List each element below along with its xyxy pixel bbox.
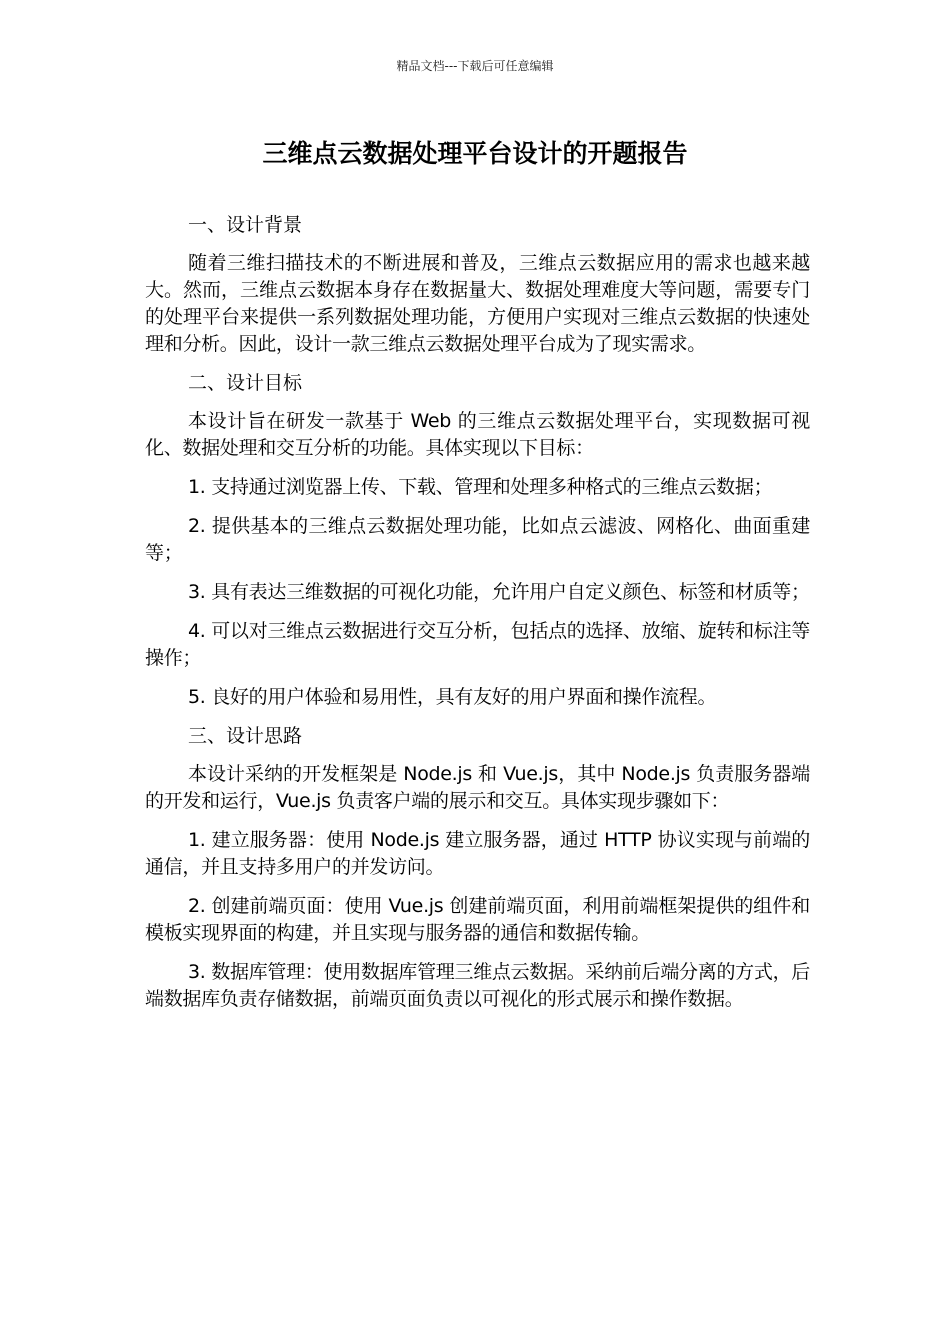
section-heading-goals: 二、设计目标	[188, 372, 303, 394]
goal-item-3: 3. 具有表达三维数据的可视化功能，允许用户自定义颜色、标签和材质等；	[188, 581, 810, 603]
paragraph-background: 随着三维扫描技术的不断进展和普及，三维点云数据应用的需求也越来越大。然而，三维点云数据本身存在数据量大、数据处理难度大等问题，需要专门的处理平台来提供一系列数据处理功能，方便用户实现对三维点云数据的快速处理和分析。因此，设计一款三维点云数据处理平台成为了现实需求。	[145, 252, 810, 355]
goal-item-1: 1. 支持通过浏览器上传、下载、管理和处理多种格式的三维点云数据；	[188, 476, 773, 498]
paragraph-approach-intro: 本设计采纳的开发框架是 Node.js 和 Vue.js，其中 Node.js 负责服务器端的开发和运行，Vue.js 负责客户端的展示和交互。具体实现步骤如下：	[145, 763, 810, 812]
goal-item-2: 2. 提供基本的三维点云数据处理功能，比如点云滤波、网格化、曲面重建等；	[145, 515, 810, 564]
approach-step-1: 1. 建立服务器：使用 Node.js 建立服务器，通过 HTTP 协议实现与前端的通信，并且支持多用户的并发访问。	[145, 829, 810, 878]
document-body	[145, 212, 810, 1025]
goal-item-4: 4. 可以对三维点云数据进行交互分析，包括点的选择、放缩、旋转和标注等操作；	[145, 620, 810, 669]
section-heading-approach: 三、设计思路	[188, 725, 303, 747]
document-title: 三维点云数据处理平台设计的开题报告	[262, 139, 688, 168]
approach-step-2: 2. 创建前端页面：使用 Vue.js 创建前端页面，利用前端框架提供的组件和模板实现界面的构建，并且实现与服务器的通信和数据传输。	[145, 895, 810, 944]
header-note: 精品文档---下载后可任意编辑	[396, 59, 554, 73]
section-heading-background: 一、设计背景	[188, 214, 303, 236]
approach-step-3: 3. 数据库管理：使用数据库管理三维点云数据。采纳前后端分离的方式，后端数据库负责存储数据，前端页面负责以可视化的形式展示和操作数据。	[145, 961, 810, 1010]
goal-item-5: 5. 良好的用户体验和易用性，具有友好的用户界面和操作流程。	[188, 686, 717, 708]
paragraph-goals-intro: 本设计旨在研发一款基于 Web 的三维点云数据处理平台，实现数据可视化、数据处理和交互分析的功能。具体实现以下目标：	[145, 410, 810, 459]
